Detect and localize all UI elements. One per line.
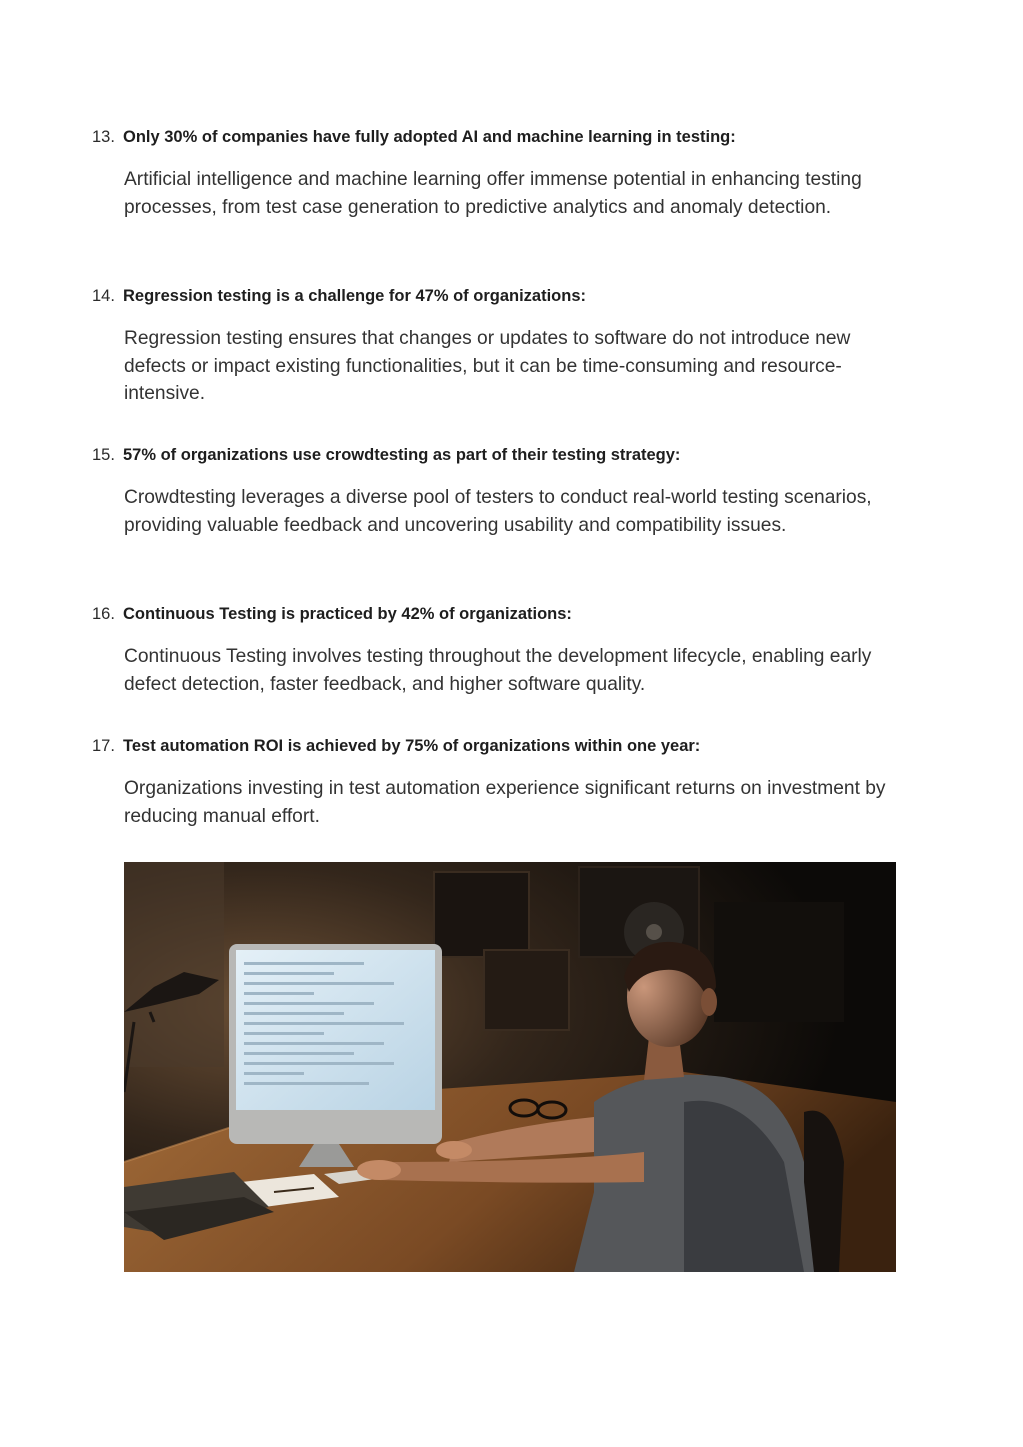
item-number: 15. [92, 446, 115, 464]
item-number: 17. [92, 737, 115, 755]
item-heading [92, 126, 952, 148]
photo-man-at-computer-icon [124, 862, 896, 1272]
item-number: 16. [92, 605, 115, 623]
item-title: Continuous Testing is practiced by 42% of organizations: [123, 605, 572, 623]
item-description: Artificial intelligence and machine learning offer immense potential in enhancing testing processes, from test case generation to predictive analytics and anomaly detection. [124, 169, 862, 218]
item-title: Test automation ROI is achieved by 75% of organizations within one year: [123, 737, 701, 755]
item-description: Continuous Testing involves testing throughout the development lifecycle, enabling early defect detection, faster feedback, and higher software quality. [124, 646, 872, 695]
item-description: Regression testing ensures that changes or updates to software do not introduce new defects or impact existing functionalities, but it can be time-consuming and resource-intensive. [124, 328, 851, 404]
item-heading [92, 735, 952, 757]
item-heading [92, 444, 952, 466]
item-heading [92, 603, 952, 625]
item-title: Only 30% of companies have fully adopted AI and machine learning in testing: [123, 128, 736, 146]
item-description: Crowdtesting leverages a diverse pool of testers to conduct real-world testing scenarios, providing valuable feedback and uncovering usability and compatibility issues. [124, 487, 872, 536]
item-heading [92, 285, 952, 307]
item-title: 57% of organizations use crowdtesting as part of their testing strategy: [123, 446, 681, 464]
item-title: Regression testing is a challenge for 47% of organizations: [123, 287, 587, 305]
item-description: Organizations investing in test automation experience significant returns on investment by reducing manual effort. [124, 778, 886, 827]
photo-man-at-computer [124, 862, 896, 1272]
item-number: 13. [92, 128, 115, 146]
item-number: 14. [92, 287, 115, 305]
